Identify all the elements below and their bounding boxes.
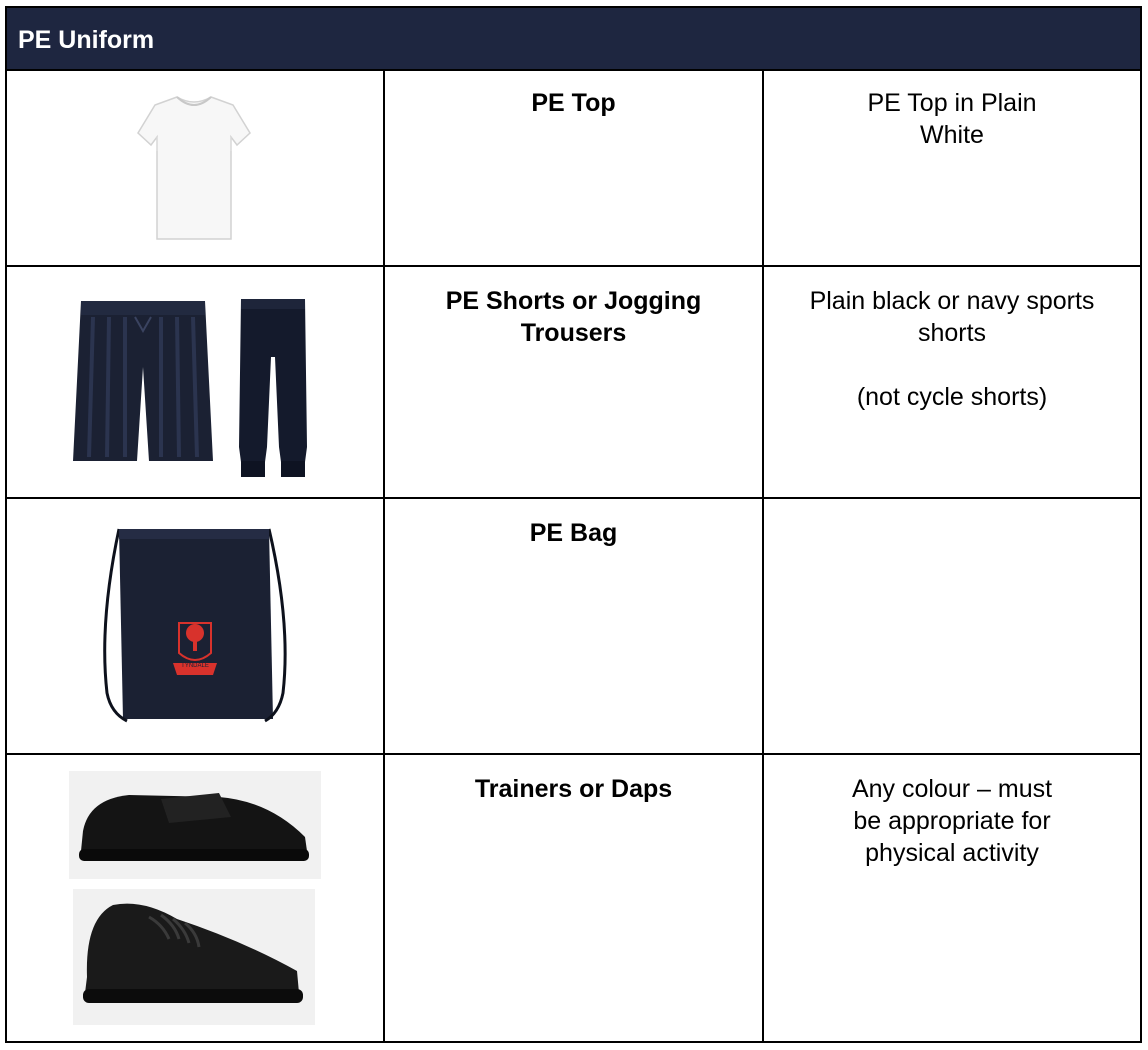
item-name: PE Top: [531, 89, 616, 117]
item-description-cell: [764, 267, 1140, 497]
table-title: PE Uniform: [18, 26, 155, 54]
white-tshirt-image: [137, 93, 251, 243]
table-row: [7, 69, 1140, 267]
navy-joggers-image: [237, 297, 309, 481]
bag-logo-text: TYNDALE: [181, 663, 209, 669]
table-row: [7, 499, 1140, 755]
item-name-cell: [385, 267, 764, 497]
image-cell: [7, 499, 385, 753]
item-name: PE Shorts or Jogging Trousers: [445, 287, 702, 347]
black-daps-image: [69, 771, 321, 879]
item-description-cell: [764, 69, 1140, 265]
navy-shorts-image: [73, 297, 213, 465]
item-name-cell: [385, 755, 764, 1041]
item-name-cell: [385, 499, 764, 753]
navy-drawstring-bag-image: [97, 523, 293, 729]
item-name: Trainers or Daps: [474, 775, 673, 803]
image-cell: [7, 267, 385, 497]
uniform-table: [5, 6, 1142, 1043]
school-crest-icon: [173, 623, 217, 675]
table-row: [7, 755, 1140, 1041]
black-trainers-image: [73, 889, 315, 1025]
item-description: PE Top in Plain White: [867, 89, 1037, 149]
item-description-cell: [764, 755, 1140, 1041]
item-note: (not cycle shorts): [856, 383, 1048, 411]
table-header: [7, 8, 1140, 71]
item-description: [764, 285, 1140, 413]
item-description-cell: [764, 499, 1140, 753]
table-row: [7, 267, 1140, 499]
item-description-text: Plain black or navy sports shorts: [809, 287, 1095, 347]
item-name-cell: [385, 69, 764, 265]
image-cell: [7, 69, 385, 265]
item-name: PE Bag: [529, 519, 618, 547]
item-description: Any colour – must be appropriate for physical activity: [851, 775, 1053, 867]
image-cell: [7, 755, 385, 1041]
